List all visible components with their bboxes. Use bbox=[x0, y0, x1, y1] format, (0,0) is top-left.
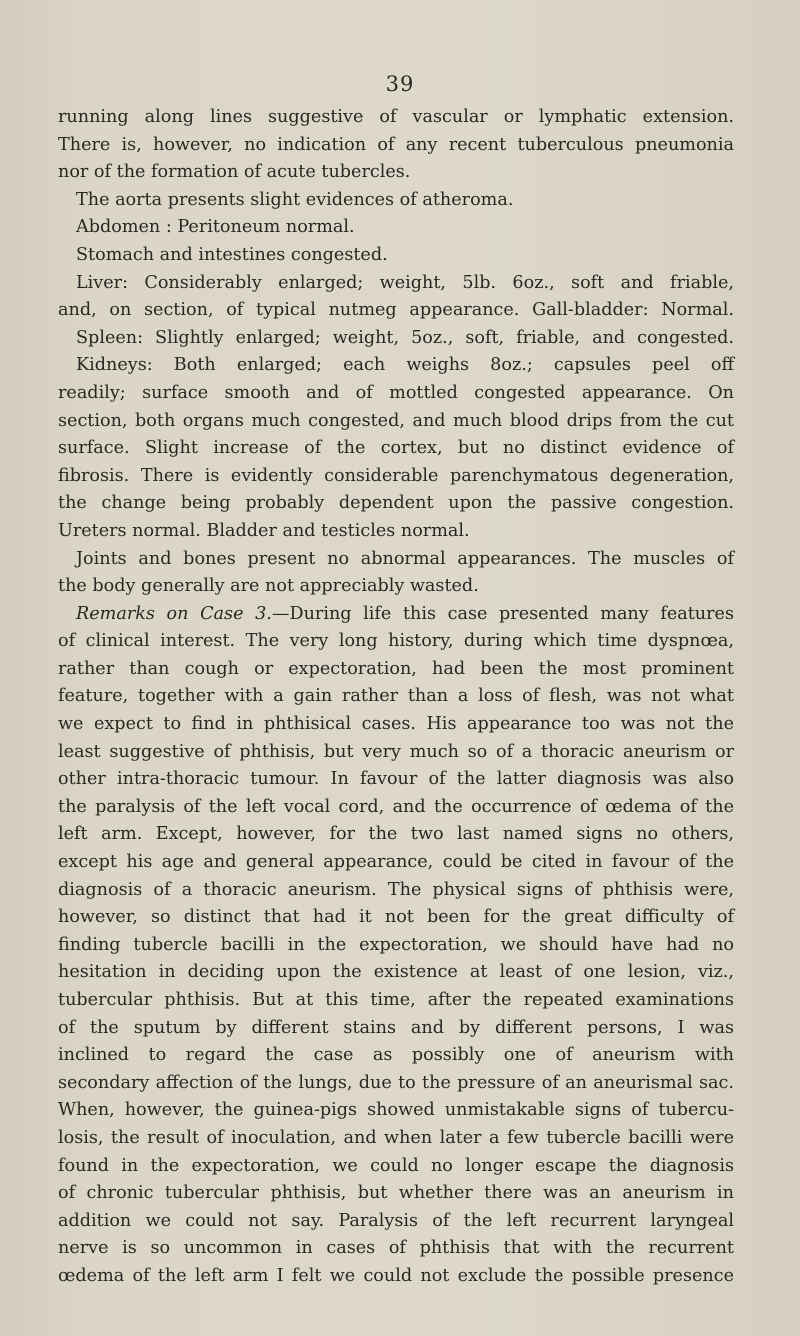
text-line bbox=[58, 325, 734, 353]
text-line bbox=[58, 711, 734, 739]
text-line-content: left arm. Except, however, for the two last named signs no others, bbox=[58, 824, 734, 845]
text-line bbox=[58, 739, 734, 767]
text-line-content: we expect to find in phthisical cases. His appearance too was not the bbox=[58, 714, 734, 735]
text-line bbox=[58, 683, 734, 711]
text-line-content: diagnosis of a thoracic aneurism. The physical signs of phthisis were, bbox=[58, 879, 734, 900]
text-line-content: running along lines suggestive of vascular or lymphatic extension. bbox=[58, 107, 734, 127]
text-line bbox=[58, 270, 734, 298]
text-line bbox=[58, 435, 734, 463]
text-line bbox=[58, 987, 734, 1015]
text-line bbox=[58, 877, 734, 905]
text-line-content: There is, however, no indication of any recent tuberculous pneumonia bbox=[58, 134, 734, 155]
text-line-content: inclined to regard the case as possibly one of aneurism with bbox=[58, 1045, 734, 1066]
text-line-content: finding tubercle bacilli in the expectoration, we should have had no bbox=[58, 934, 734, 955]
text-line-content: except his age and general appearance, could be cited in favour of the bbox=[58, 852, 734, 873]
text-line-content: Joints and bones present no abnormal appearances. The muscles of bbox=[76, 548, 734, 569]
text-line bbox=[58, 380, 734, 408]
text-line-content: found in the expectoration, we could no longer escape the diagnosis bbox=[58, 1155, 734, 1176]
text-line-content: When, however, the guinea-pigs showed unmistakable signs of tubercu- bbox=[58, 1100, 734, 1121]
text-line-content: losis, the result of inoculation, and when later a few tubercle bacilli were bbox=[58, 1127, 734, 1148]
text-line-content: Ureters normal. Bladder and testicles normal. bbox=[58, 520, 470, 541]
text-line-content: Stomach and intestines congested. bbox=[76, 244, 388, 265]
text-line bbox=[58, 463, 734, 491]
text-line bbox=[58, 1153, 734, 1181]
text-line-content: addition we could not say. Paralysis of the left recurrent laryngeal bbox=[58, 1210, 734, 1231]
text-line bbox=[58, 242, 734, 270]
text-line-content: however, so distinct that had it not been for the great difficulty of bbox=[58, 907, 734, 928]
text-line-content: Kidneys: Both enlarged; each weighs 8oz.; capsules peel off bbox=[76, 355, 734, 376]
text-line bbox=[58, 628, 734, 656]
text-line-content: the body generally are not appreciably wasted. bbox=[58, 576, 479, 597]
text-line bbox=[58, 214, 734, 242]
text-line-content: nerve is so uncommon in cases of phthisis that with the recurrent bbox=[58, 1238, 734, 1259]
text-line-content: œdema of the left arm I felt we could not exclude the possible presence bbox=[58, 1265, 734, 1286]
text-line bbox=[58, 490, 734, 518]
text-line bbox=[58, 821, 734, 849]
text-line bbox=[58, 794, 734, 822]
text-line bbox=[58, 904, 734, 932]
body-text bbox=[58, 104, 734, 1291]
text-line-content: Spleen: Slightly enlarged; weight, 5oz., soft, friable, and congested. bbox=[76, 327, 734, 348]
text-line bbox=[58, 601, 734, 629]
text-line-content: Abdomen : Peritoneum normal. bbox=[76, 217, 355, 238]
text-line-content: The aorta presents slight evidences of atheroma. bbox=[76, 189, 514, 210]
text-line-content: section, both organs much congested, and much blood drips from the cut bbox=[58, 410, 734, 431]
text-line-content: of clinical interest. The very long history, during which time dyspnœa, bbox=[58, 631, 734, 652]
text-line bbox=[58, 959, 734, 987]
page-number: 39 bbox=[385, 72, 415, 96]
text-line-content: nor of the formation of acute tubercles. bbox=[58, 162, 411, 183]
text-line-content: other intra-thoracic tumour. In favour of the latter diagnosis was also bbox=[58, 769, 734, 790]
text-line bbox=[58, 1125, 734, 1153]
text-line bbox=[58, 518, 734, 546]
text-line bbox=[58, 1208, 734, 1236]
text-line bbox=[58, 1180, 734, 1208]
text-line bbox=[58, 408, 734, 436]
text-line bbox=[58, 1235, 734, 1263]
text-line bbox=[58, 297, 734, 325]
italic-heading: Remarks on Case 3. bbox=[76, 603, 272, 624]
text-line bbox=[58, 159, 734, 187]
text-line bbox=[58, 1263, 734, 1291]
text-line bbox=[58, 1015, 734, 1043]
text-line bbox=[58, 1097, 734, 1125]
text-line-content: rather than cough or expectoration, had been the most prominent bbox=[58, 658, 734, 679]
text-line-content: of chronic tubercular phthisis, but whether there was an aneurism in bbox=[58, 1183, 734, 1204]
text-line bbox=[58, 932, 734, 960]
text-line bbox=[58, 187, 734, 215]
text-line-content: hesitation in deciding upon the existence at least of one lesion, viz., bbox=[58, 962, 734, 983]
text-line-content: tubercular phthisis. But at this time, after the repeated examinations bbox=[58, 990, 734, 1010]
text-line-content: the paralysis of the left vocal cord, and the occurrence of œdema of the bbox=[58, 796, 734, 817]
text-line-content: fibrosis. There is evidently considerable parenchymatous degeneration, bbox=[58, 465, 734, 486]
text-line-content: secondary affection of the lungs, due to the pressure of an aneurismal sac. bbox=[58, 1072, 734, 1093]
text-line-content: and, on section, of typical nutmeg appearance. Gall-bladder: Normal. bbox=[58, 300, 734, 321]
text-line-content: —During life this case presented many features bbox=[271, 603, 734, 624]
text-line bbox=[58, 546, 734, 574]
text-line-content: surface. Slight increase of the cortex, but no distinct evidence of bbox=[58, 438, 734, 459]
text-line bbox=[58, 104, 734, 132]
text-line bbox=[58, 1042, 734, 1070]
text-line-content: of the sputum by different stains and by different persons, I was bbox=[58, 1017, 734, 1038]
text-line bbox=[58, 573, 734, 601]
text-line-content: readily; surface smooth and of mottled congested appearance. On bbox=[58, 382, 734, 403]
text-line bbox=[58, 1070, 734, 1098]
text-line bbox=[58, 352, 734, 380]
text-line bbox=[58, 766, 734, 794]
text-line-content: least suggestive of phthisis, but very much so of a thoracic aneurism or bbox=[58, 741, 734, 762]
text-line bbox=[58, 656, 734, 684]
text-line bbox=[58, 132, 734, 160]
text-line bbox=[58, 849, 734, 877]
text-line-content: Liver: Considerably enlarged; weight, 5lb. 6oz., soft and friable, bbox=[76, 272, 734, 293]
text-line-content: feature, together with a gain rather than a loss of flesh, was not what bbox=[58, 686, 734, 707]
text-line-content: the change being probably dependent upon the passive congestion. bbox=[58, 493, 734, 514]
